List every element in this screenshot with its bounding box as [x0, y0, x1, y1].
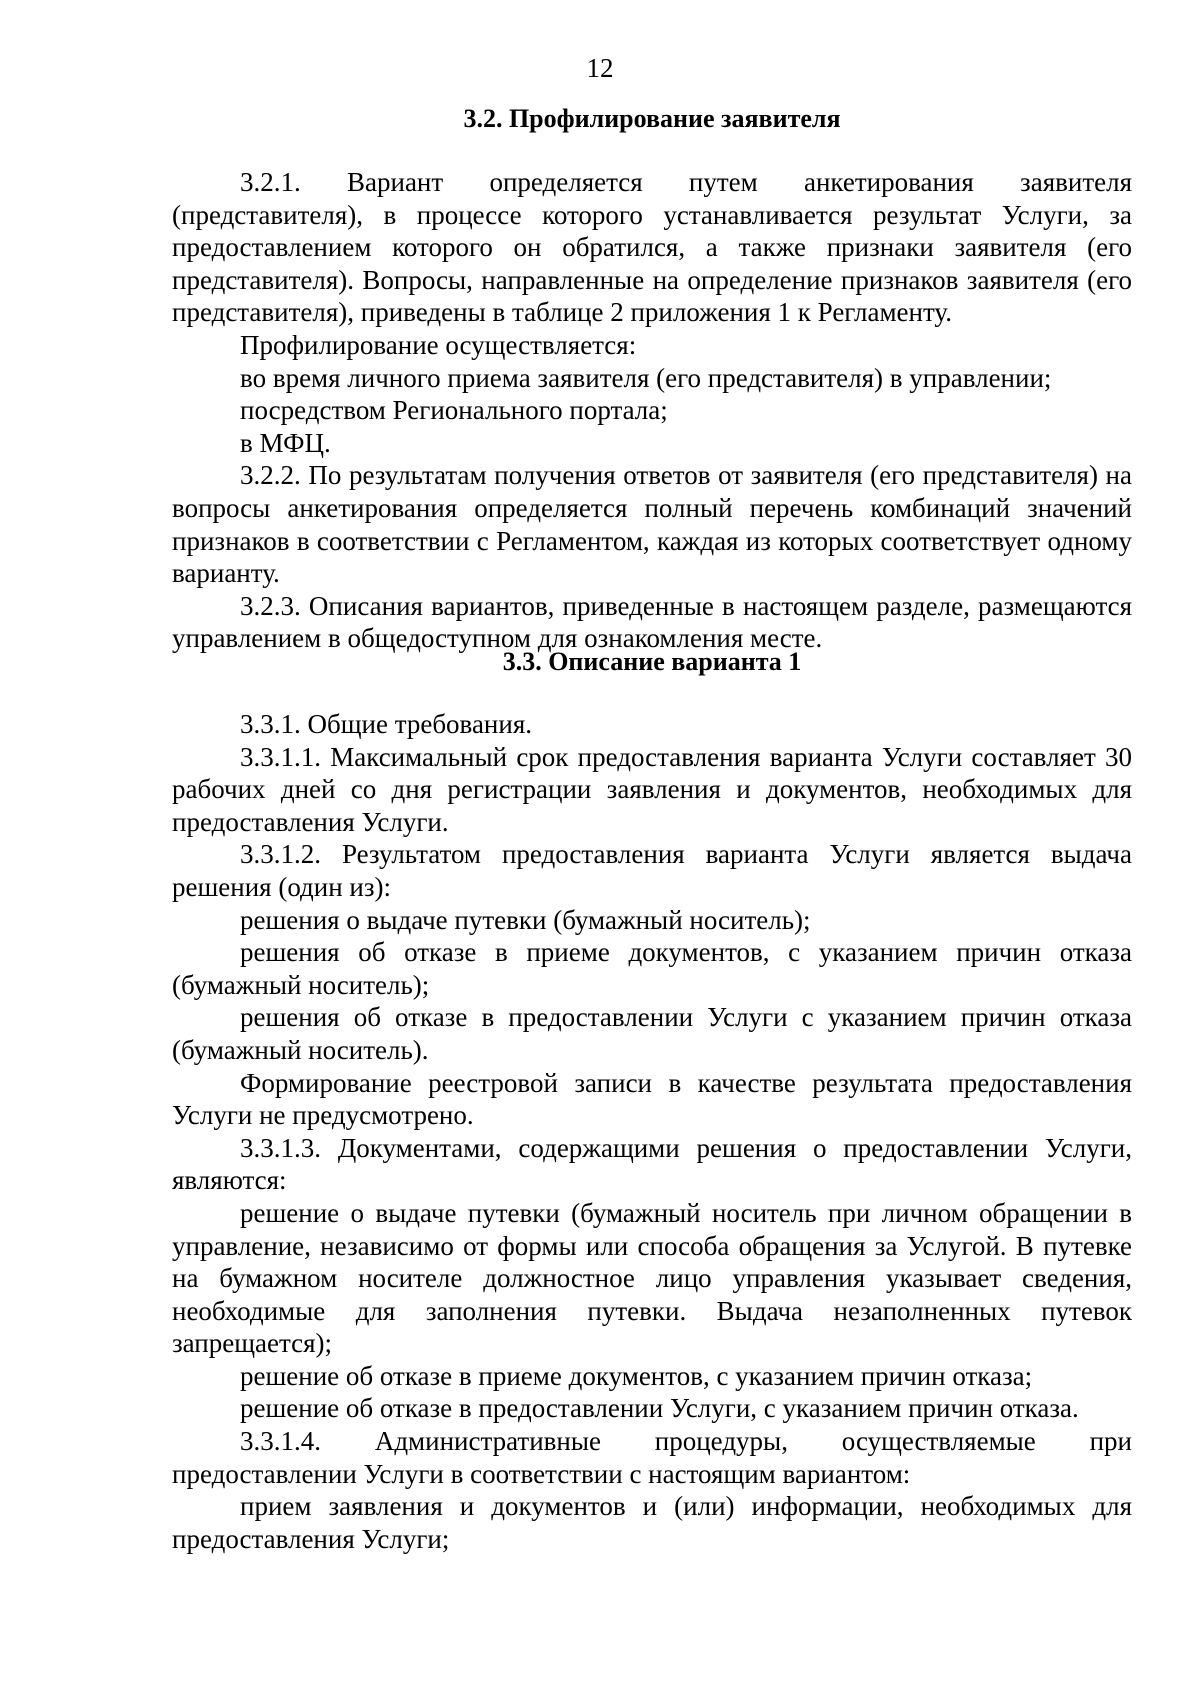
paragraph: 3.3.1.4. Административные процедуры, осуществляемые при предоставлении Услуги в соответствии с настоящим вариантом:	[172, 1426, 1132, 1489]
list-item: решение о выдаче путевки (бумажный носитель при личном обращении в управление, независимо от формы или способа обращения за Услугой. В путевке на бумажном носителе должностное лицо управления указывает сведения, необходимые для заполнения путевки. Выдача незаполненных путевок запрещается);	[172, 1197, 1132, 1359]
list-item: решения об отказе в предоставлении Услуги с указанием причин отказа (бумажный носитель).	[172, 1002, 1132, 1065]
paragraph: 3.3.1. Общие требования.	[240, 709, 533, 739]
paragraph: 3.3.1.2. Результатом предоставления варианта Услуги является выдача решения (один из):	[172, 839, 1132, 902]
paragraph: Профилирование осуществляется:	[240, 329, 637, 360]
list-item: во время личного приема заявителя (его представителя) в управлении;	[240, 362, 1052, 393]
section-3-2-body	[172, 166, 1132, 655]
page-number: 12	[586, 53, 614, 83]
list-item: решение об отказе в предоставлении Услуги, с указанием причин отказа.	[240, 1393, 1079, 1424]
list-item: прием заявления и документов и (или) информации, необходимых для предоставления Услуги;	[172, 1491, 1132, 1554]
paragraph: 3.3.1.1. Максимальный срок предоставления варианта Услуги составляет 30 рабочих дней со дня регистрации заявления и документов, необходимых для предоставления Услуги.	[172, 741, 1132, 837]
list-item: решения о выдаче путевки (бумажный носитель);	[240, 904, 811, 935]
section-3-2	[172, 103, 1132, 135]
paragraph: 3.3.1.3. Документами, содержащими решения о предоставлении Услуги, являются:	[172, 1132, 1132, 1196]
paragraph: 3.2.1. Вариант определяется путем анкетирования заявителя (представителя), в процессе которого устанавливается результат Услуги, за предоставлением которого он обратился, а также признаки заявителя (его представителя). Вопросы, направленные на определение признаков заявителя (его представителя), приведены в таблице 2 приложения 1 к Регламенту.	[172, 167, 1132, 328]
section-heading: 3.3. Описание варианта 1	[502, 647, 802, 676]
paragraph: 3.2.2. По результатам получения ответов от заявителя (его представителя) на вопросы анкетирования определяется полный перечень комбинаций значений признаков в соответствии с Регламентом, каждая из которых соответствует одному варианту.	[172, 460, 1132, 589]
list-item: решение об отказе в приеме документов, с указанием причин отказа;	[240, 1360, 1033, 1391]
section-3-3-body	[172, 708, 1132, 1555]
paragraph: Формирование реестровой записи в качестве результата предоставления Услуги не предусмотрено.	[172, 1067, 1132, 1131]
list-item: посредством Регионального портала;	[240, 395, 668, 426]
list-item: в МФЦ.	[240, 427, 331, 458]
paragraph: 3.2.3. Описания вариантов, приведенные в настоящем разделе, размещаются управлением в общедоступном для ознакомления месте.	[172, 590, 1132, 654]
section-heading: 3.2. Профилирование заявителя	[463, 104, 841, 133]
section-3-3	[172, 646, 1132, 678]
list-item: решения об отказе в приеме документов, с указанием причин отказа (бумажный носитель);	[172, 937, 1132, 1000]
